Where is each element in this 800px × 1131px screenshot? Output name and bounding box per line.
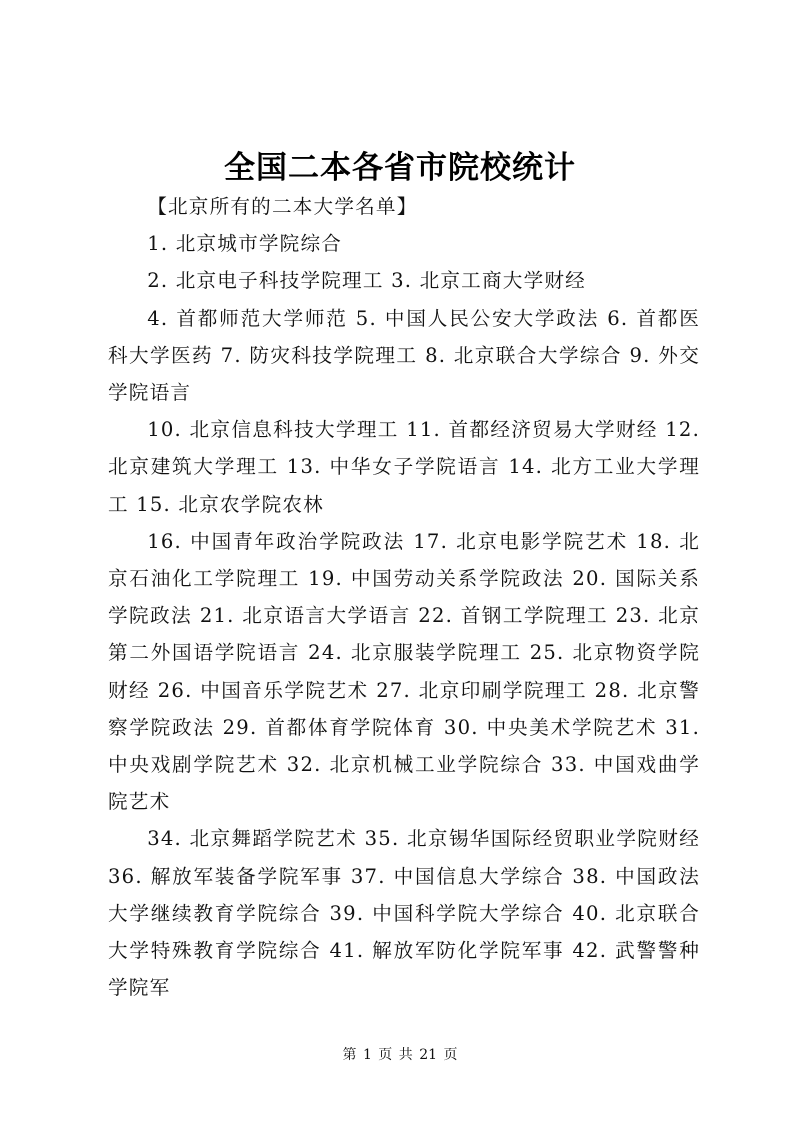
paragraph: 10. 北京信息科技大学理工 11. 首都经济贸易大学财经 12. 北京建筑大学理工 13. 中华女子学院语言 14. 北方工业大学理工 15. 北京农学院农林 xyxy=(108,418,700,516)
paragraph: 16. 中国青年政治学院政法 17. 北京电影学院艺术 18. 北京石油化工学院理工 19. 中国劳动关系学院政法 20. 国际关系学院政法 21. 北京语言大学语言 22. 首钢工学院理工 23. 北京第二外国语学院语言 24. 北京服装学院理工 25. 北京物资学院财经 26. 中国音乐学院艺术 27. 北京印刷学院理工 28. 北京警察学院政法 29. 首都体育学院体育 30. 中央美术学院艺术 31. 中央戏剧学院艺术 32. 北京机械工业学院综合 33. 中国戏曲学院艺术 xyxy=(108,529,700,814)
section-heading: 【北京所有的二本大学名单】 xyxy=(147,195,418,218)
page-footer: 第 1 页 共 21 页 xyxy=(342,1047,458,1063)
document-body xyxy=(108,188,700,1006)
document-title: 全国二本各省市院校统计 xyxy=(224,150,576,186)
paragraph: 34. 北京舞蹈学院艺术 35. 北京锡华国际经贸职业学院财经 36. 解放军装备学院军事 37. 中国信息大学综合 38. 中国政法大学继续教育学院综合 39. 中国科学院大学综合 40. 北京联合大学特殊教育学院综合 41. 解放军防化学院军事 42. 武警警种学院军 xyxy=(108,827,700,1000)
paragraph: 4. 首都师范大学师范 5. 中国人民公安大学政法 6. 首都医科大学医药 7. 防灾科技学院理工 8. 北京联合大学综合 9. 外交学院语言 xyxy=(108,306,700,405)
paragraph: 2. 北京电子科技学院理工 3. 北京工商大学财经 xyxy=(147,269,586,293)
paragraph: 1. 北京城市学院综合 xyxy=(147,232,343,256)
